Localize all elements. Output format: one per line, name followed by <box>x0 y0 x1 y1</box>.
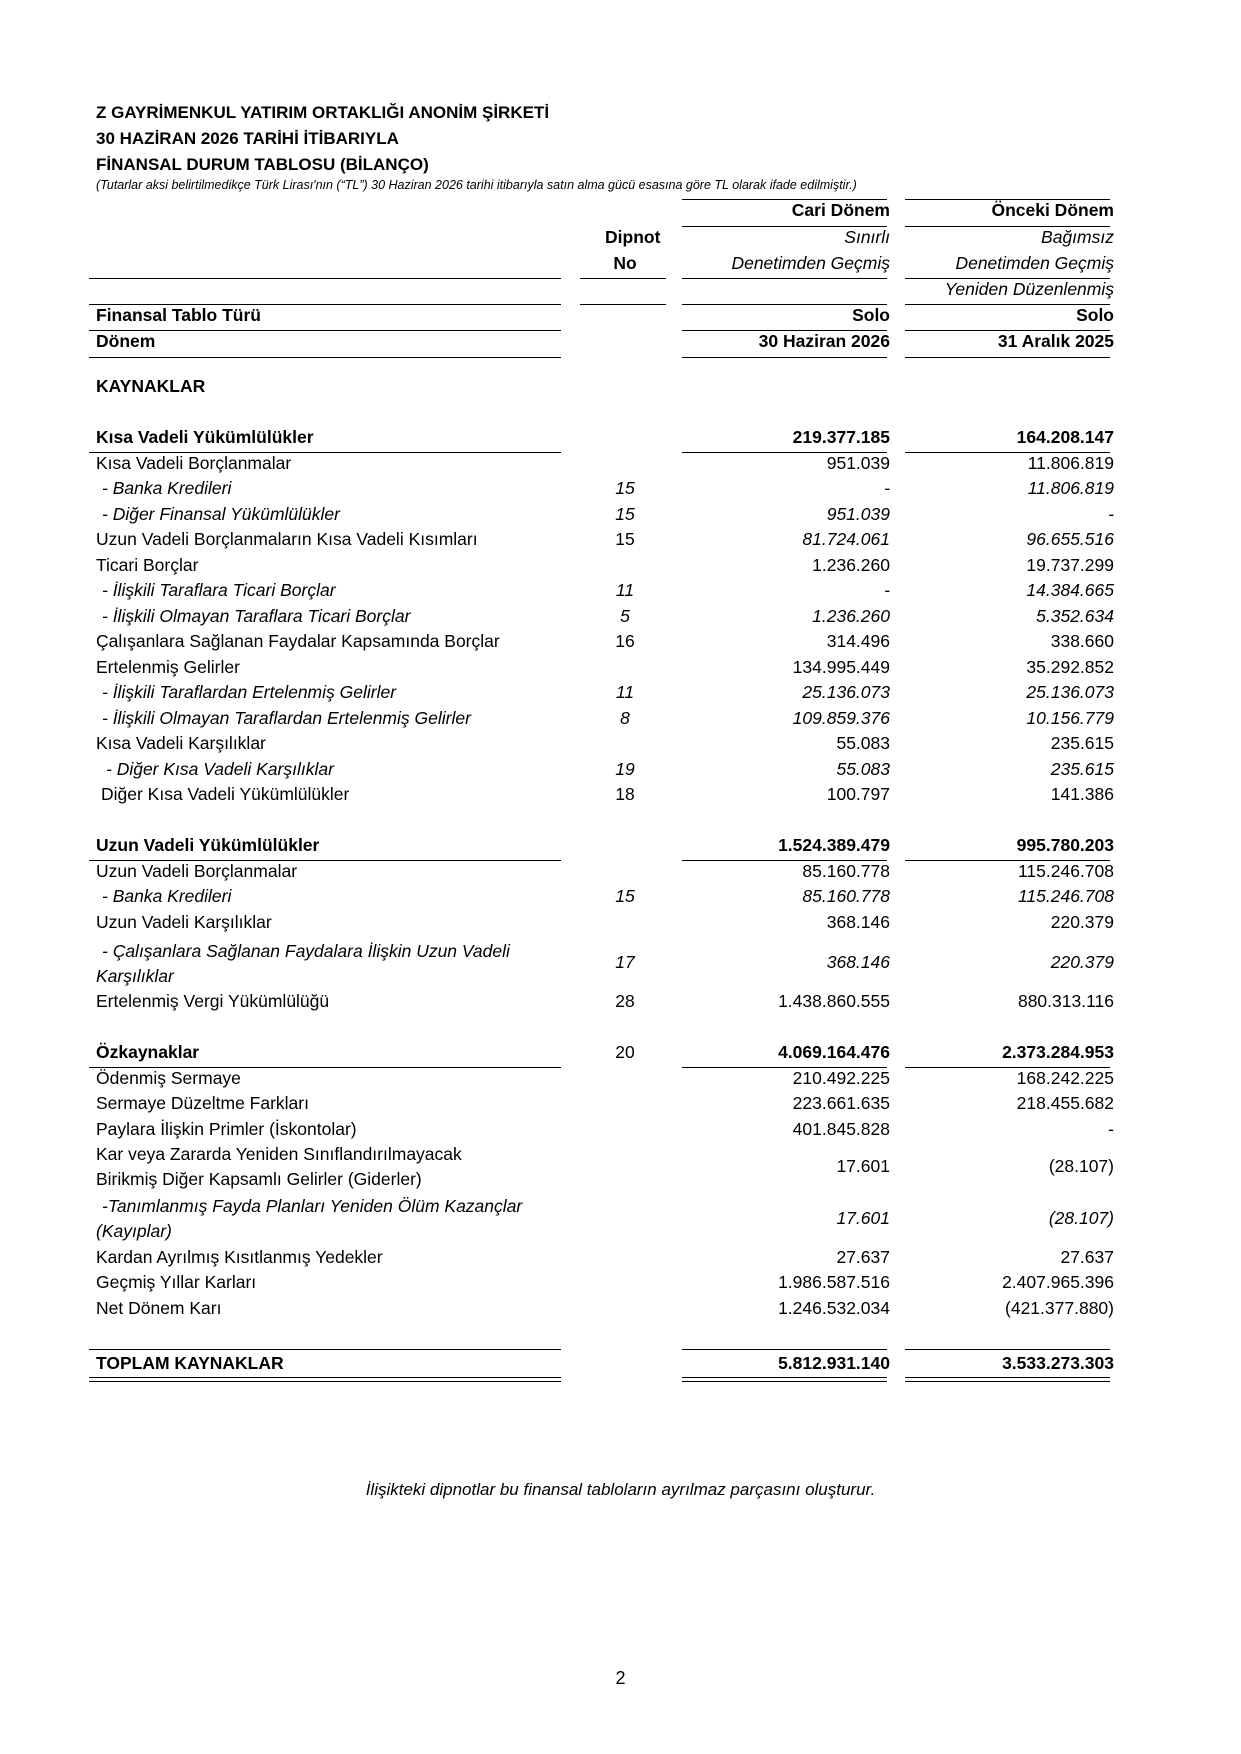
rule <box>905 1349 1110 1350</box>
statement-type-prior: Solo <box>1076 305 1114 325</box>
table-row <box>0 528 1241 553</box>
statement-type-row <box>0 304 1241 329</box>
period-prior: 31 Aralık 2025 <box>997 331 1114 351</box>
table-row <box>0 630 1241 655</box>
row-prior: 11.806.819 <box>1027 453 1114 473</box>
row-prior: 235.615 <box>1050 759 1114 779</box>
equity-note: 20 <box>615 1042 635 1062</box>
row-note: 15 <box>615 478 635 498</box>
row-label: Ödenmiş Sermaye <box>96 1068 241 1088</box>
row-note: 16 <box>615 631 635 651</box>
row-current: 1.236.260 <box>812 606 890 626</box>
table-row <box>0 732 1241 757</box>
table-row <box>0 707 1241 732</box>
period-current: 30 Haziran 2026 <box>758 331 890 351</box>
row-current: 55.083 <box>836 733 890 753</box>
row-current: 223.661.635 <box>792 1093 890 1113</box>
table-row <box>0 783 1241 808</box>
table-row <box>0 1092 1241 1117</box>
row-label: - Banka Kredileri <box>102 478 232 498</box>
period-label: Dönem <box>96 331 156 351</box>
prior-audit: Bağımsız <box>1041 227 1114 247</box>
row-label: Çalışanlara Sağlanan Faydalar Kapsamında Borçlar <box>96 631 500 651</box>
table-row <box>0 990 1241 1015</box>
row-current: - <box>884 580 890 600</box>
row-prior: 115.246.708 <box>1017 886 1114 906</box>
table-row <box>0 860 1241 885</box>
subtotal-row <box>0 1041 1241 1066</box>
row-label: Uzun Vadeli Borçlanmaların Kısa Vadeli Kısımları <box>96 529 478 549</box>
short-term-title: Kısa Vadeli Yükümlülükler <box>96 427 314 447</box>
table-row <box>0 758 1241 783</box>
table-row <box>0 503 1241 528</box>
row-label: Kısa Vadeli Karşılıklar <box>96 733 266 753</box>
row-current: 314.496 <box>826 631 890 651</box>
row-prior: 11.806.819 <box>1027 478 1114 498</box>
row-current: 25.136.073 <box>802 682 890 702</box>
prior-audit-2: Denetimden Geçmiş <box>955 253 1114 273</box>
row-label: Net Dönem Karı <box>96 1298 222 1318</box>
table-row <box>0 1246 1241 1271</box>
label-line-1: - Çalışanlara Sağlanan Faydalara İlişkin Uzun Vadeli <box>102 941 510 961</box>
statement-type-label: Finansal Tablo Türü <box>96 305 261 325</box>
current-review-2: Denetimden Geçmiş <box>731 253 890 273</box>
equity-prior: 2.373.284.953 <box>1002 1042 1114 1062</box>
row-prior: (28.107) <box>1048 1208 1114 1228</box>
label-line-2: Birikmiş Diğer Kapsamlı Gelirler (Giderler) <box>96 1169 422 1189</box>
note-header-2: No <box>613 253 637 273</box>
row-current: 55.083 <box>836 759 890 779</box>
row-current: 134.995.449 <box>792 657 890 677</box>
rule <box>682 1349 887 1350</box>
row-prior: 2.407.965.396 <box>1002 1272 1114 1292</box>
row-label: Uzun Vadeli Borçlanmalar <box>96 861 298 881</box>
row-prior: 35.292.852 <box>1026 657 1114 677</box>
report-header <box>96 100 857 192</box>
row-current: 85.160.778 <box>802 861 890 881</box>
table-row <box>0 579 1241 604</box>
current-period-title: Cari Dönem <box>791 200 890 220</box>
row-label: Kısa Vadeli Borçlanmalar <box>96 453 292 473</box>
row-label: - İlişkili Taraflara Ticari Borçlar <box>102 580 336 600</box>
equity-current: 4.069.164.476 <box>778 1042 890 1062</box>
double-rule <box>89 1377 561 1382</box>
total-row <box>0 1352 1241 1377</box>
row-prior: 220.379 <box>1050 952 1114 972</box>
short-term-prior: 164.208.147 <box>1016 427 1114 447</box>
row-current: 27.637 <box>836 1247 890 1267</box>
row-note: 19 <box>615 759 635 779</box>
total-current: 5.812.931.140 <box>778 1353 890 1373</box>
page-number: 2 <box>615 1668 626 1688</box>
subtotal-row <box>0 834 1241 859</box>
row-current: 1.438.860.555 <box>778 991 890 1011</box>
column-sub-row-2 <box>0 252 1241 277</box>
rule <box>89 357 561 358</box>
row-prior: (28.107) <box>1048 1156 1114 1176</box>
rule <box>905 357 1110 358</box>
table-row <box>0 1297 1241 1322</box>
statement-type-current: Solo <box>852 305 890 325</box>
double-rule <box>682 1377 887 1382</box>
row-label: Uzun Vadeli Karşılıklar <box>96 912 272 932</box>
label-line-1: -Tanımlanmış Fayda Planları Yeniden Ölüm Kazançlar <box>102 1196 523 1216</box>
row-prior: 27.637 <box>1060 1247 1114 1267</box>
row-prior: 880.313.116 <box>1017 991 1114 1011</box>
row-prior: 25.136.073 <box>1026 682 1114 702</box>
row-prior: 19.737.299 <box>1026 555 1114 575</box>
report-date: 30 HAZİRAN 2026 TARİHİ İTİBARIYLA <box>96 129 399 148</box>
column-title-row <box>0 199 1241 224</box>
row-current: 210.492.225 <box>792 1068 890 1088</box>
row-note: 15 <box>615 504 635 524</box>
row-current: 368.146 <box>826 912 890 932</box>
table-row <box>0 1207 1241 1232</box>
column-sub-row-3 <box>0 278 1241 303</box>
row-label: Geçmiş Yıllar Karları <box>96 1272 257 1292</box>
row-current: 17.601 <box>836 1156 890 1176</box>
table-row <box>0 1118 1241 1143</box>
row-note: 8 <box>620 708 630 728</box>
section-title-row <box>0 375 1241 400</box>
row-label: Kardan Ayrılmış Kısıtlanmış Yedekler <box>96 1247 383 1267</box>
label-line-2: Karşılıklar <box>96 966 174 986</box>
footer-note: İlişikteki dipnotlar bu finansal tabloların ayrılmaz parçasını oluşturur. <box>365 1480 876 1499</box>
row-current: 109.859.376 <box>792 708 890 728</box>
row-prior: 141.386 <box>1050 784 1114 804</box>
row-current: 368.146 <box>826 952 890 972</box>
total-label: TOPLAM KAYNAKLAR <box>96 1353 284 1373</box>
row-prior: 220.379 <box>1050 912 1114 932</box>
row-label: Ertelenmiş Gelirler <box>96 657 240 677</box>
row-current: 100.797 <box>826 784 890 804</box>
row-current: 85.160.778 <box>802 886 890 906</box>
row-prior: 14.384.665 <box>1026 580 1114 600</box>
table-row <box>0 1067 1241 1092</box>
note-header-1: Dipnot <box>605 227 661 247</box>
row-prior: - <box>1108 1119 1114 1139</box>
table-row <box>0 911 1241 936</box>
row-prior: 10.156.779 <box>1026 708 1114 728</box>
row-note: 17 <box>615 952 635 972</box>
row-note: 11 <box>615 580 635 600</box>
double-rule <box>905 1377 1110 1382</box>
table-row <box>0 885 1241 910</box>
row-current: 1.986.587.516 <box>778 1272 890 1292</box>
statement-title: FİNANSAL DURUM TABLOSU (BİLANÇO) <box>96 155 429 174</box>
column-sub-row-1 <box>0 226 1241 251</box>
table-row <box>0 554 1241 579</box>
row-note: 28 <box>615 991 635 1011</box>
row-label: Sermaye Düzeltme Farkları <box>96 1093 309 1113</box>
row-label: Ticari Borçlar <box>96 555 199 575</box>
row-current: 1.236.260 <box>812 555 890 575</box>
rule <box>89 1349 561 1350</box>
row-label: - İlişkili Taraflardan Ertelenmiş Gelirler <box>102 682 397 702</box>
long-term-prior: 995.780.203 <box>1016 835 1114 855</box>
row-label: - Diğer Kısa Vadeli Karşılıklar <box>106 759 334 779</box>
row-prior: 168.242.225 <box>1016 1068 1114 1088</box>
table-row <box>0 1271 1241 1296</box>
table-row <box>0 681 1241 706</box>
long-term-current: 1.524.389.479 <box>778 835 890 855</box>
subtotal-row <box>0 426 1241 451</box>
section-title: KAYNAKLAR <box>96 376 206 396</box>
row-note: 18 <box>615 784 635 804</box>
row-label: - Diğer Finansal Yükümlülükler <box>102 504 340 524</box>
period-row <box>0 330 1241 355</box>
row-label: - İlişkili Olmayan Taraflara Ticari Borçlar <box>102 606 411 626</box>
row-note: 15 <box>615 886 635 906</box>
current-review: Sınırlı <box>844 227 890 247</box>
row-label: - Banka Kredileri <box>102 886 232 906</box>
row-prior: 235.615 <box>1050 733 1114 753</box>
row-label: Diğer Kısa Vadeli Yükümlülükler <box>101 784 350 804</box>
row-prior: 115.246.708 <box>1017 861 1114 881</box>
row-current: 1.246.532.034 <box>778 1298 890 1318</box>
row-current: 17.601 <box>836 1208 890 1228</box>
row-prior: (421.377.880) <box>1005 1298 1114 1318</box>
table-row <box>0 656 1241 681</box>
label-line-1: Kar veya Zararda Yeniden Sınıflandırılmayacak <box>96 1144 462 1164</box>
row-prior: 218.455.682 <box>1016 1093 1114 1113</box>
rule <box>682 357 887 358</box>
table-row <box>0 605 1241 630</box>
short-term-current: 219.377.185 <box>792 427 890 447</box>
row-note: 11 <box>615 682 635 702</box>
row-prior: 338.660 <box>1050 631 1114 651</box>
row-current: - <box>884 478 890 498</box>
row-current: 951.039 <box>826 504 890 524</box>
long-term-title: Uzun Vadeli Yükümlülükler <box>96 835 320 855</box>
table-row <box>0 951 1241 976</box>
currency-note: (Tutarlar aksi belirtilmedikçe Türk Lirası'nın (“TL”) 30 Haziran 2026 tarihi itibarıyla satın alma gücü esasına göre TL olarak ifade edilmiştir.) <box>96 178 857 192</box>
row-prior: - <box>1108 504 1114 524</box>
row-label: Paylara İlişkin Primler (İskontolar) <box>96 1119 357 1139</box>
row-current: 81.724.061 <box>802 529 890 549</box>
table-row <box>0 1155 1241 1180</box>
prior-period-title: Önceki Dönem <box>991 200 1114 220</box>
row-current: 401.845.828 <box>792 1119 890 1139</box>
company-name: Z GAYRİMENKUL YATIRIM ORTAKLIĞI ANONİM ŞİRKETİ <box>96 103 550 122</box>
total-prior: 3.533.273.303 <box>1002 1353 1114 1373</box>
row-prior: 96.655.516 <box>1026 529 1114 549</box>
row-label: Ertelenmiş Vergi Yükümlülüğü <box>96 991 330 1011</box>
row-prior: 5.352.634 <box>1036 606 1114 626</box>
row-note: 15 <box>615 529 635 549</box>
label-line-2: (Kayıplar) <box>96 1221 172 1241</box>
row-label: - İlişkili Olmayan Taraflardan Ertelenmiş Gelirler <box>102 708 471 728</box>
equity-title: Özkaynaklar <box>96 1042 200 1062</box>
prior-restated: Yeniden Düzenlenmiş <box>944 279 1114 299</box>
row-current: 951.039 <box>826 453 890 473</box>
table-row <box>0 477 1241 502</box>
table-row <box>0 452 1241 477</box>
row-note: 5 <box>620 606 630 626</box>
